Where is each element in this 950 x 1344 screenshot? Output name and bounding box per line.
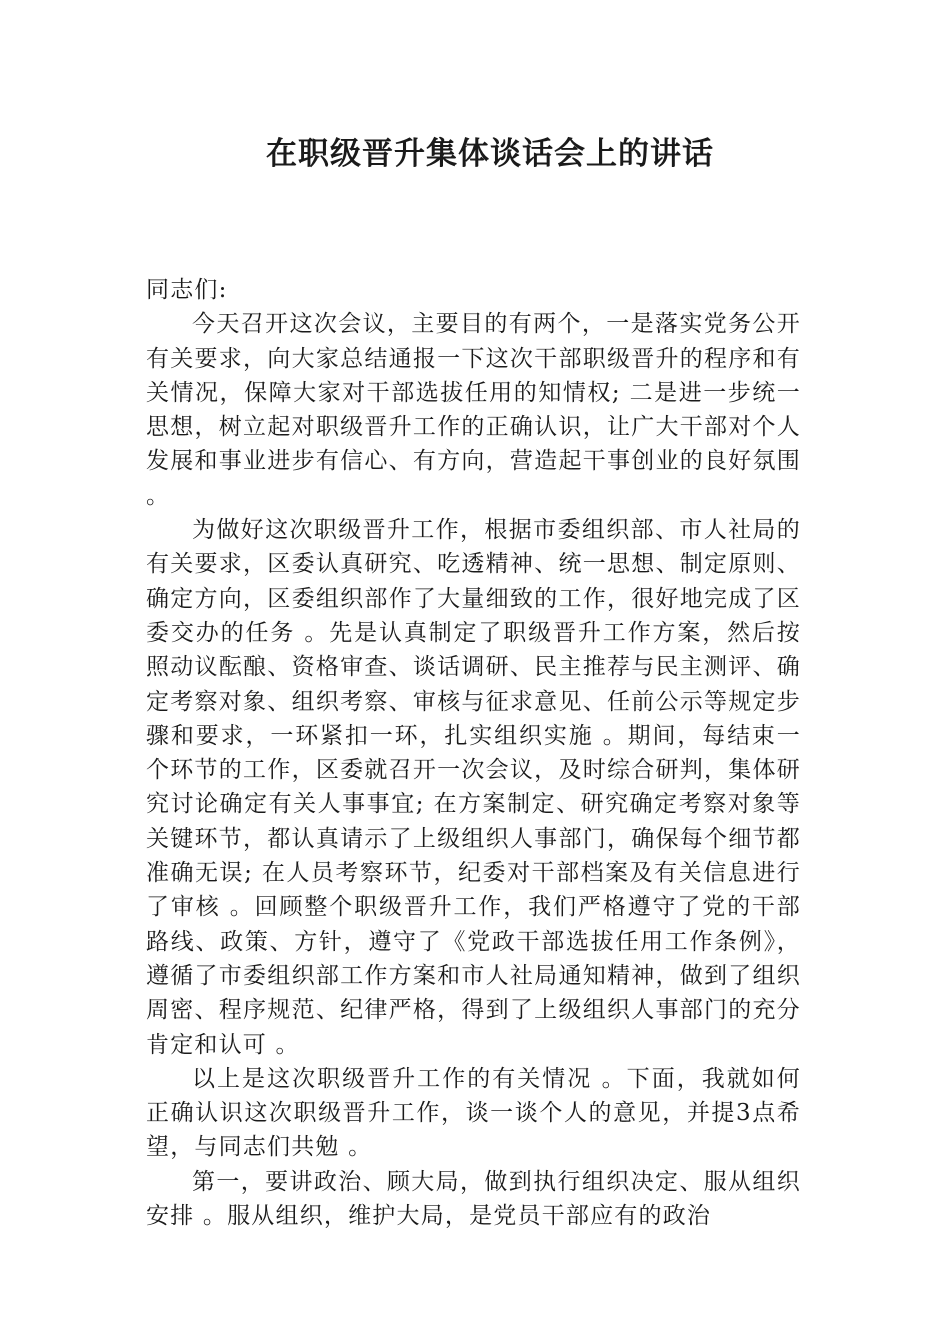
salutation: 同志们: [146,277,228,303]
paragraph-1: 今天召开这次会议，主要目的有两个，一是落实党务公开有关要求，向大家总结通报一下这次干部职级晋升的程序和有关情况，保障大家对干部选拔任用的知情权; 二是进一步统一思想，树立起对职级晋升工作的正确认识，让广大干部对个人发展和事业进步有信心、有方向，营造起干事创业的良好氛围 。 [146,311,801,509]
paragraph-2: 为做好这次职级晋升工作，根据市委组织部、市人社局的有关要求，区委认真研究、吃透精神、统一思想、制定原则、确定方向，区委组织部作了大量细致的工作，很好地完成了区委交办的任务 。先是认真制定了职级晋升工作方案，然后按照动议酝酿、资格审查、谈话调研、民主推荐与民主测评、确定考察对象、组织考察、审核与征求意见、任前公示等规定步骤和要求，一环紧扣一环，扎实组织实施 。期间，每结束一个环节的工作，区委就召开一次会议，及时综合研判，集体研究讨论确定有关人事事宜; 在方案制定、研究确定考察对象等关键环节，都认真请示了上级组织人事部门，确保每个细节都准确无误; 在人员考察环节，纪委对干部档案及有关信息进行了审核 。回顾整个职级晋升工作，我们严格遵守了党的干部路线、政策、方针，遵守了《党政干部选拔任用工作条例》，遵循了市委组织部工作方案和市人社局通知精神，做到了组织周密、程序规范、纪律严格，得到了上级组织人事部门的充分肯定和认可 。 [146,517,801,1058]
paragraph-4: 第一，要讲政治、顾大局，做到执行组织决定、服从组织安排 。服从组织，维护大局，是党员干部应有的政治 [146,1168,801,1230]
paragraph-3: 以上是这次职级晋升工作的有关情况 。下面，我就如何正确认识这次职级晋升工作，谈一谈个人的意见，并提3点希望，与同志们共勉 。 [146,1065,801,1161]
document-title: 在职级晋升集体谈话会上的讲话 [266,136,714,172]
document-body [146,273,801,1233]
